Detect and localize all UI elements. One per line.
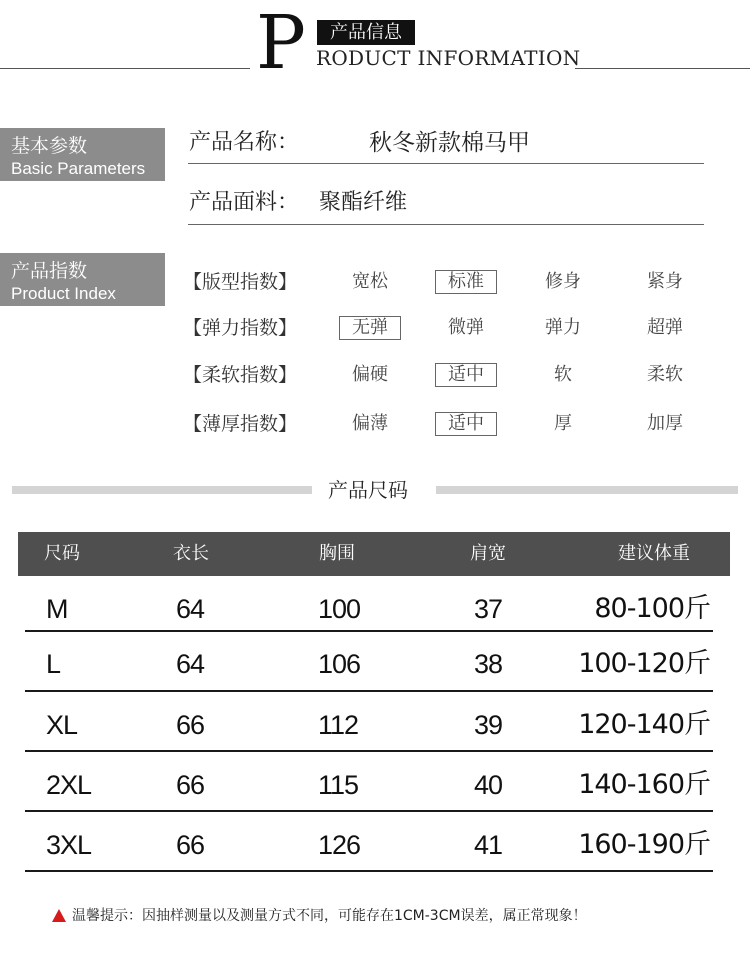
cell-length: 64 — [176, 649, 205, 679]
index-label: 【薄厚指数】 — [183, 413, 298, 435]
index-option: 修身 — [545, 271, 581, 292]
table-row-divider — [25, 690, 713, 692]
index-option: 柔软 — [647, 364, 683, 385]
basic-tag-cn: 基本参数 — [11, 135, 88, 157]
cell-weight: 100-120斤 — [578, 648, 710, 679]
header-rule-right — [575, 68, 750, 69]
cell-chest: 126 — [318, 830, 361, 860]
header-rule-left — [0, 68, 250, 69]
index-label: 【版型指数】 — [183, 271, 298, 293]
cell-chest: 106 — [318, 649, 361, 679]
cell-weight: 140-160斤 — [578, 769, 710, 800]
size-section-title: 产品尺码 — [328, 478, 408, 502]
cell-size: 3XL — [46, 830, 92, 860]
cell-shoulder: 40 — [474, 770, 503, 800]
cell-weight: 80-100斤 — [594, 593, 710, 624]
product-material-value: 聚酯纤维 — [319, 190, 408, 215]
cell-length: 66 — [176, 770, 205, 800]
index-tag-en: Product Index — [11, 284, 116, 303]
size-table-header — [18, 532, 730, 576]
product-name-label: 产品名称： — [189, 130, 300, 155]
index-label: 【弹力指数】 — [183, 317, 298, 339]
product-material-underline — [188, 224, 704, 225]
index-option: 加厚 — [647, 413, 683, 434]
table-row-divider — [25, 750, 713, 752]
cell-length: 64 — [176, 594, 205, 624]
cell-shoulder: 39 — [474, 710, 503, 740]
header-en-title: RODUCT INFORMATION — [316, 46, 581, 70]
index-option: 紧身 — [647, 271, 683, 292]
cell-chest: 100 — [318, 594, 361, 624]
size-title-bar-left — [12, 486, 312, 494]
product-name-underline — [188, 163, 704, 164]
th-shoulder: 肩宽 — [470, 543, 506, 564]
cell-length: 66 — [176, 830, 205, 860]
cell-shoulder: 38 — [474, 649, 503, 679]
index-option: 宽松 — [352, 271, 388, 292]
index-option-selected: 无弹 — [339, 316, 401, 340]
warning-icon — [52, 909, 66, 922]
header-cn-title: 产品信息 — [317, 20, 415, 45]
index-label: 【柔软指数】 — [183, 364, 298, 386]
cell-weight: 120-140斤 — [578, 709, 710, 740]
index-option: 偏薄 — [352, 413, 388, 434]
cell-size: M — [46, 594, 68, 624]
index-option: 微弹 — [448, 317, 484, 338]
basic-parameters-tag — [0, 128, 165, 181]
th-length: 衣长 — [173, 543, 209, 564]
cell-size: XL — [46, 710, 78, 740]
table-row-divider — [25, 630, 713, 632]
measurement-note: 温馨提示：因抽样测量以及测量方式不同，可能存在1CM-3CM误差，属正常现象！ — [72, 908, 587, 924]
cell-size: 2XL — [46, 770, 92, 800]
table-row-divider — [25, 810, 713, 812]
index-option: 超弹 — [647, 317, 683, 338]
cell-weight: 160-190斤 — [578, 829, 710, 860]
index-option: 软 — [554, 364, 572, 385]
th-size: 尺码 — [44, 543, 80, 564]
cell-shoulder: 37 — [474, 594, 503, 624]
header-letter: P — [256, 0, 306, 86]
size-title-bar-right — [436, 486, 738, 494]
index-option-selected: 适中 — [435, 363, 497, 387]
index-tag-cn: 产品指数 — [11, 260, 88, 282]
cell-size: L — [46, 649, 61, 679]
index-option: 偏硬 — [352, 364, 388, 385]
product-index-tag — [0, 253, 165, 306]
cell-chest: 112 — [318, 710, 359, 740]
index-option: 弹力 — [545, 317, 581, 338]
th-weight: 建议体重 — [618, 543, 690, 564]
product-material-label: 产品面料： — [189, 190, 300, 215]
cell-shoulder: 41 — [474, 830, 503, 860]
cell-length: 66 — [176, 710, 205, 740]
index-option-selected: 适中 — [435, 412, 497, 436]
table-row-divider — [25, 870, 713, 872]
th-chest: 胸围 — [319, 543, 355, 564]
basic-tag-en: Basic Parameters — [11, 159, 146, 178]
index-option: 厚 — [554, 413, 572, 434]
cell-chest: 115 — [318, 770, 359, 800]
index-option-selected: 标准 — [435, 270, 497, 294]
product-name-value: 秋冬新款棉马甲 — [369, 130, 530, 156]
